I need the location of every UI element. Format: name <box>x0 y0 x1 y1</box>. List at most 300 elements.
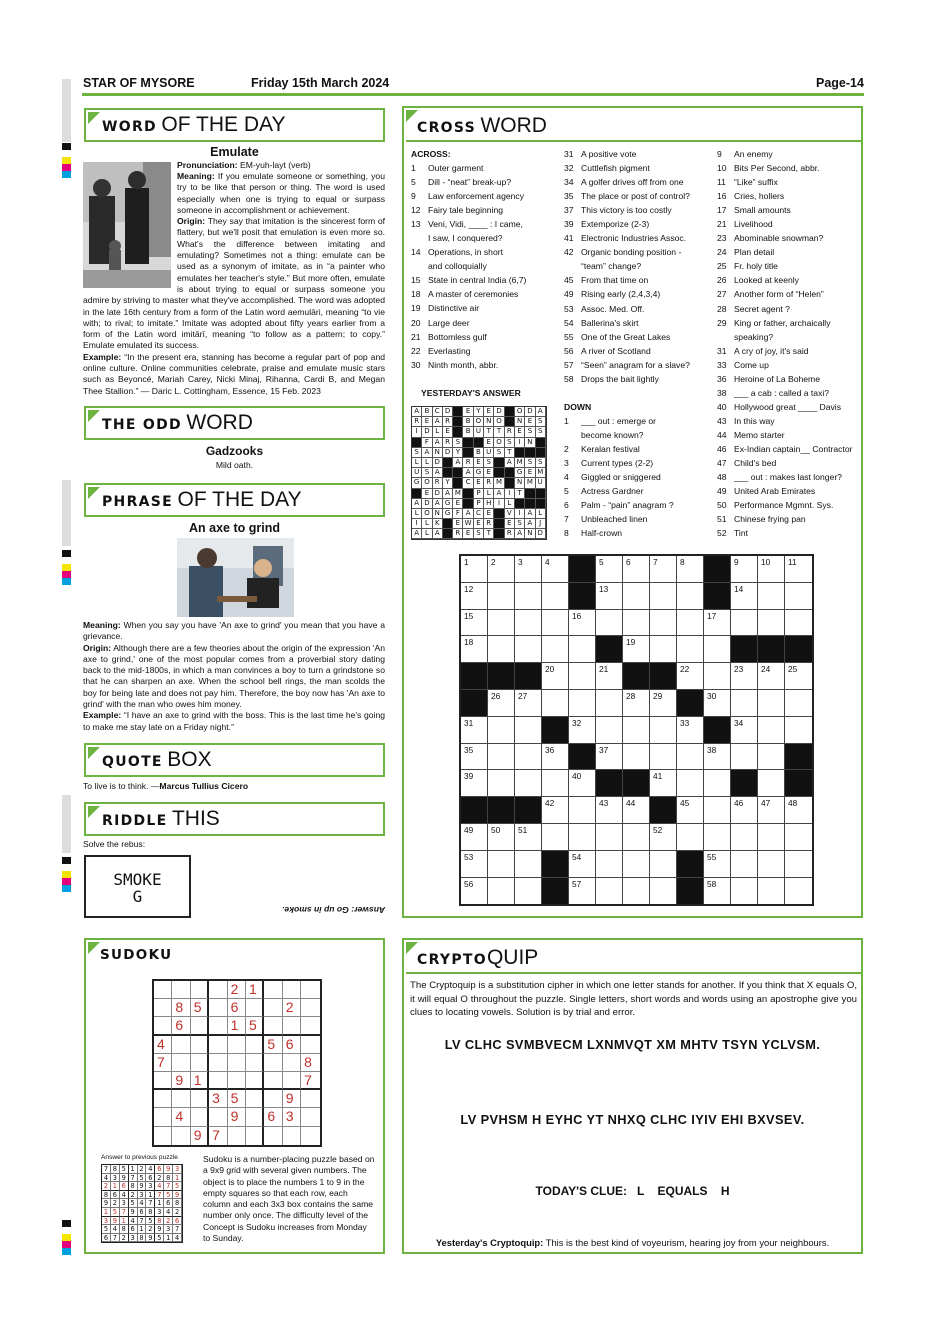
crossword-cell[interactable] <box>542 583 569 610</box>
crossword-cell[interactable] <box>758 824 785 851</box>
crossword-cell[interactable] <box>731 851 758 878</box>
sudoku-cell[interactable] <box>154 1127 172 1145</box>
section-title-big: QUIP <box>486 946 539 969</box>
section-title-small: WORD <box>102 119 157 135</box>
corner-triangle <box>88 112 100 124</box>
crossword-cell[interactable] <box>758 610 785 637</box>
crossword-cell[interactable] <box>596 583 623 610</box>
sudoku-cell[interactable] <box>246 1090 264 1108</box>
crossword-cell[interactable] <box>488 636 515 663</box>
crossword-cell[interactable] <box>542 797 569 824</box>
sudoku-cell[interactable] <box>172 1054 190 1072</box>
answer-cell: D <box>494 407 504 417</box>
example-label: Example: <box>83 710 122 721</box>
sudoku-cell[interactable] <box>246 999 264 1017</box>
crossword-cell[interactable] <box>650 824 677 851</box>
crossword-cell[interactable] <box>785 583 812 610</box>
answer-cell: O <box>494 417 504 427</box>
sudoku-cell[interactable] <box>301 1090 319 1108</box>
crossword-cell[interactable] <box>569 851 596 878</box>
crossword-cell[interactable] <box>731 717 758 744</box>
crossword-cell[interactable] <box>704 690 731 717</box>
crossword-cell[interactable] <box>569 663 596 690</box>
clue <box>411 231 526 245</box>
cell-number: 17 <box>707 610 717 621</box>
sudoku-cell[interactable] <box>154 1017 172 1035</box>
answer-cell: E <box>525 417 535 427</box>
sudoku-answer-cell: 7 <box>102 1165 111 1174</box>
crossword-cell[interactable] <box>704 770 731 797</box>
crossword-cell[interactable] <box>596 556 623 583</box>
yesterday-answer-label: YESTERDAY'S ANSWER <box>421 388 521 398</box>
sudoku-cell[interactable] <box>228 1127 246 1145</box>
crossword-cell[interactable] <box>785 690 812 717</box>
sudoku-cell[interactable] <box>228 1036 246 1054</box>
crossword-cell[interactable] <box>623 824 650 851</box>
crossword-cell[interactable] <box>704 878 731 905</box>
sudoku-cell[interactable] <box>301 999 319 1017</box>
sudoku-answer-cell: 1 <box>146 1191 155 1200</box>
cell-number: 26 <box>491 690 501 701</box>
answer-black-square <box>463 448 473 458</box>
crossword-cell[interactable] <box>650 556 677 583</box>
crossword-cell[interactable] <box>623 690 650 717</box>
crossword-cell[interactable] <box>785 824 812 851</box>
answer-cell: A <box>515 529 525 539</box>
clue-text: and colloquially <box>428 261 487 272</box>
crossword-cell[interactable] <box>677 556 704 583</box>
sudoku-cell[interactable]: 5 <box>246 1017 264 1035</box>
answer-cell: L <box>412 458 422 468</box>
sudoku-cell[interactable] <box>154 1072 172 1090</box>
clue-number: 24 <box>717 247 727 258</box>
sudoku-cell[interactable]: 5 <box>264 1036 282 1054</box>
sudoku-answer-cell: 3 <box>155 1208 164 1217</box>
crossword-cell[interactable] <box>785 878 812 905</box>
crossword-cell[interactable] <box>677 610 704 637</box>
answer-cell: M <box>453 489 463 499</box>
sudoku-cell[interactable] <box>172 1036 190 1054</box>
sudoku-cell[interactable] <box>283 981 301 999</box>
sudoku-cell[interactable]: 9 <box>283 1090 301 1108</box>
sudoku-cell[interactable] <box>191 981 209 999</box>
crossword-cell[interactable] <box>758 717 785 744</box>
sudoku-cell[interactable]: 7 <box>209 1127 227 1145</box>
crossword-cell[interactable] <box>515 636 542 663</box>
crossword-cell[interactable] <box>650 690 677 717</box>
crossword-cell[interactable] <box>569 717 596 744</box>
sudoku-cell[interactable] <box>191 1090 209 1108</box>
sudoku-answer-cell: 7 <box>111 1234 120 1243</box>
crossword-cell[interactable] <box>650 744 677 771</box>
clue-number: 56 <box>564 345 574 356</box>
crossword-cell[interactable] <box>731 610 758 637</box>
crossword-cell[interactable] <box>623 556 650 583</box>
crossword-grid[interactable] <box>459 554 814 906</box>
sudoku-cell[interactable] <box>154 1108 172 1126</box>
crossword-cell[interactable] <box>461 744 488 771</box>
sudoku-cell[interactable]: 8 <box>172 999 190 1017</box>
sudoku-answer-cell: 6 <box>173 1217 182 1226</box>
sudoku-cell[interactable] <box>264 1127 282 1145</box>
crossword-cell[interactable] <box>542 744 569 771</box>
clue-number: 35 <box>564 191 574 202</box>
crossword-cell[interactable] <box>650 717 677 744</box>
sudoku-cell[interactable] <box>264 1054 282 1072</box>
sudoku-cell[interactable] <box>172 981 190 999</box>
crossword-cell[interactable] <box>461 824 488 851</box>
clue-text: Cries, hollers <box>734 191 785 202</box>
clue-text: United Arab Emirates <box>734 486 816 497</box>
cell-number: 11 <box>788 557 797 567</box>
crossword-cell[interactable] <box>596 663 623 690</box>
sudoku-cell[interactable] <box>301 1036 319 1054</box>
sudoku-cell[interactable]: 9 <box>191 1127 209 1145</box>
crossword-cell[interactable] <box>515 744 542 771</box>
sudoku-cell[interactable] <box>264 1090 282 1108</box>
crossword-cell[interactable] <box>542 824 569 851</box>
sudoku-cell[interactable] <box>283 1127 301 1145</box>
crossword-cell[interactable] <box>650 636 677 663</box>
crossword-cell[interactable] <box>731 744 758 771</box>
sudoku-cell[interactable]: 1 <box>246 981 264 999</box>
crossword-cell[interactable] <box>731 824 758 851</box>
answer-cell: S <box>525 427 535 437</box>
crossword-cell[interactable] <box>758 663 785 690</box>
answer-cell: A <box>433 438 443 448</box>
crossword-black-square <box>596 770 623 797</box>
sudoku-cell[interactable] <box>246 1036 264 1054</box>
sudoku-cell[interactable] <box>172 1090 190 1108</box>
crossword-cell[interactable] <box>623 583 650 610</box>
cell-number: 47 <box>761 798 771 809</box>
sudoku-cell[interactable]: 2 <box>283 999 301 1017</box>
crossword-cell[interactable] <box>677 824 704 851</box>
crossword-cell[interactable] <box>785 610 812 637</box>
sudoku-cell[interactable]: 4 <box>154 1036 172 1054</box>
crossword-cell[interactable] <box>461 583 488 610</box>
sudoku-cell[interactable] <box>191 1054 209 1072</box>
sudoku-cell[interactable]: 2 <box>228 981 246 999</box>
crossword-cell[interactable] <box>569 797 596 824</box>
crossword-cell[interactable] <box>623 610 650 637</box>
crossword-cell[interactable] <box>542 663 569 690</box>
clue-text: Operations, in short <box>428 247 503 258</box>
sudoku-cell[interactable] <box>246 1127 264 1145</box>
crossword-cell[interactable] <box>596 824 623 851</box>
crossword-cell[interactable] <box>758 797 785 824</box>
crossword-cell[interactable] <box>515 610 542 637</box>
crossword-cell[interactable] <box>731 690 758 717</box>
crossword-cell[interactable] <box>596 851 623 878</box>
across-clues-col1 <box>411 161 526 372</box>
sudoku-cell[interactable] <box>209 1108 227 1126</box>
crossword-cell[interactable] <box>488 770 515 797</box>
crossword-cell[interactable] <box>488 744 515 771</box>
crossword-black-square <box>623 663 650 690</box>
answer-black-square <box>443 458 453 468</box>
crossword-cell[interactable] <box>731 797 758 824</box>
clue <box>411 273 526 287</box>
crossword-cell[interactable] <box>569 824 596 851</box>
clue-number: 29 <box>717 317 727 328</box>
crossword-cell[interactable] <box>515 583 542 610</box>
crossword-cell[interactable] <box>704 824 731 851</box>
crossword-cell[interactable] <box>785 797 812 824</box>
sudoku-cell[interactable] <box>172 1127 190 1145</box>
crossword-cell[interactable] <box>758 583 785 610</box>
clue <box>411 245 526 259</box>
sudoku-cell[interactable] <box>301 1017 319 1035</box>
sudoku-cell[interactable]: 6 <box>172 1017 190 1035</box>
crossword-cell[interactable] <box>623 797 650 824</box>
crossword-cell[interactable] <box>758 690 785 717</box>
answer-black-square <box>536 489 546 499</box>
crossword-cell[interactable] <box>758 556 785 583</box>
crossword-cell[interactable] <box>488 556 515 583</box>
crossword-cell[interactable] <box>461 878 488 905</box>
crossword-cell[interactable] <box>731 878 758 905</box>
crossword-cell[interactable] <box>623 744 650 771</box>
crossword-cell[interactable] <box>785 556 812 583</box>
sudoku-cell[interactable] <box>209 1072 227 1090</box>
word-of-day-header <box>84 108 385 142</box>
crossword-cell[interactable] <box>569 878 596 905</box>
yesterday-cryptoquip <box>402 1237 863 1248</box>
cell-number: 3 <box>518 557 523 567</box>
crossword-cell[interactable] <box>488 717 515 744</box>
sudoku-cell[interactable]: 8 <box>301 1054 319 1072</box>
sudoku-answer-cell: 7 <box>146 1199 155 1208</box>
crossword-cell[interactable] <box>461 556 488 583</box>
crossword-cell[interactable] <box>650 770 677 797</box>
answer-cell: N <box>515 478 525 488</box>
sudoku-cell[interactable] <box>264 1017 282 1035</box>
crossword-cell[interactable] <box>461 770 488 797</box>
crossword-cell[interactable] <box>704 610 731 637</box>
crossword-cell[interactable] <box>542 770 569 797</box>
clue <box>411 316 526 330</box>
cell-number: 6 <box>626 557 631 567</box>
crossword-cell[interactable] <box>677 797 704 824</box>
sudoku-cell[interactable] <box>228 1054 246 1072</box>
sudoku-cell[interactable] <box>209 999 227 1017</box>
cell-number: 7 <box>653 557 658 567</box>
crossword-cell[interactable] <box>461 636 488 663</box>
sudoku-cell[interactable] <box>301 1108 319 1126</box>
crossword-cell[interactable] <box>515 878 542 905</box>
crossword-cell[interactable] <box>704 636 731 663</box>
sudoku-cell[interactable] <box>209 981 227 999</box>
sudoku-answer-cell: 2 <box>102 1182 111 1191</box>
crossword-cell[interactable] <box>731 556 758 583</box>
answer-cell: A <box>433 499 443 509</box>
clue <box>564 161 690 175</box>
clue-text: Small amounts <box>734 205 791 216</box>
crossword-cell[interactable] <box>677 636 704 663</box>
crossword-cell[interactable] <box>542 610 569 637</box>
crossword-cell[interactable] <box>785 663 812 690</box>
sudoku-cell[interactable] <box>283 1054 301 1072</box>
cell-number: 14 <box>734 583 744 594</box>
section-title-big: OF THE DAY <box>177 488 302 511</box>
sudoku-cell[interactable]: 7 <box>154 1054 172 1072</box>
crossword-cell[interactable] <box>569 610 596 637</box>
sudoku-cell[interactable]: 3 <box>209 1090 227 1108</box>
sudoku-cell[interactable]: 3 <box>283 1108 301 1126</box>
crossword-cell[interactable] <box>596 878 623 905</box>
crossword-cell[interactable] <box>488 824 515 851</box>
crossword-cell[interactable] <box>623 851 650 878</box>
clue-text: Fairy tale beginning <box>428 205 504 216</box>
crossword-cell[interactable] <box>596 797 623 824</box>
crossword-cell[interactable] <box>758 851 785 878</box>
sudoku-cell[interactable]: 5 <box>228 1090 246 1108</box>
sudoku-cell[interactable] <box>209 1036 227 1054</box>
crossword-cell[interactable] <box>677 744 704 771</box>
crossword-cell[interactable] <box>758 878 785 905</box>
sudoku-cell[interactable]: 1 <box>228 1017 246 1035</box>
crossword-cell[interactable] <box>623 878 650 905</box>
sudoku-cell[interactable] <box>301 1127 319 1145</box>
crossword-cell[interactable] <box>785 717 812 744</box>
sudoku-answer-cell: 9 <box>138 1182 147 1191</box>
sudoku-cell[interactable] <box>246 1108 264 1126</box>
sudoku-cell[interactable] <box>191 1036 209 1054</box>
crossword-cell[interactable] <box>623 636 650 663</box>
crossword-cell[interactable] <box>461 851 488 878</box>
answer-cell: J <box>536 519 546 529</box>
crossword-cell[interactable] <box>596 610 623 637</box>
crossword-cell[interactable] <box>758 744 785 771</box>
cell-number: 50 <box>491 824 501 835</box>
crossword-cell[interactable] <box>596 717 623 744</box>
sudoku-cell[interactable]: 4 <box>172 1108 190 1126</box>
sudoku-cell[interactable]: 6 <box>283 1036 301 1054</box>
sudoku-cell[interactable]: 1 <box>191 1072 209 1090</box>
crossword-black-square <box>650 797 677 824</box>
crossword-cell[interactable] <box>542 636 569 663</box>
sudoku-cell[interactable] <box>154 981 172 999</box>
crossword-cell[interactable] <box>488 878 515 905</box>
crossword-cell[interactable] <box>650 610 677 637</box>
sudoku-cell[interactable] <box>154 999 172 1017</box>
sudoku-cell[interactable] <box>301 981 319 999</box>
sudoku-cell[interactable]: 6 <box>264 1108 282 1126</box>
crossword-cell[interactable] <box>731 583 758 610</box>
crossword-cell[interactable] <box>758 770 785 797</box>
crossword-cell[interactable] <box>515 556 542 583</box>
sudoku-answer-cell: 3 <box>146 1182 155 1191</box>
crossword-cell[interactable] <box>488 583 515 610</box>
sudoku-cell[interactable] <box>209 1054 227 1072</box>
crossword-cell[interactable] <box>461 717 488 744</box>
crossword-cell[interactable] <box>515 690 542 717</box>
crossword-cell[interactable] <box>569 636 596 663</box>
sudoku-cell[interactable] <box>264 1072 282 1090</box>
crossword-cell[interactable] <box>515 851 542 878</box>
sudoku-cell[interactable] <box>283 1017 301 1035</box>
crossword-cell[interactable] <box>785 851 812 878</box>
answer-cell: E <box>474 478 484 488</box>
crossword-cell[interactable] <box>677 663 704 690</box>
crossword-cell[interactable] <box>704 744 731 771</box>
crossword-cell[interactable] <box>596 744 623 771</box>
sudoku-cell[interactable]: 9 <box>172 1072 190 1090</box>
answer-cell: G <box>443 509 453 519</box>
sudoku-cell[interactable]: 9 <box>228 1108 246 1126</box>
clue-number: 22 <box>411 345 421 356</box>
sudoku-cell[interactable] <box>209 1017 227 1035</box>
answer-black-square <box>463 438 473 448</box>
sudoku-cell[interactable] <box>154 1090 172 1108</box>
crossword-black-square <box>650 663 677 690</box>
clue-number: 46 <box>717 443 727 454</box>
crossword-cell[interactable] <box>515 717 542 744</box>
clue-number: 15 <box>411 275 421 286</box>
crossword-cell[interactable] <box>515 824 542 851</box>
crossword-cell[interactable] <box>569 770 596 797</box>
crossword-cell[interactable] <box>731 663 758 690</box>
crossword-cell[interactable] <box>704 797 731 824</box>
clue-text: Actress Gardner <box>581 486 644 497</box>
crossword-cell[interactable] <box>623 717 650 744</box>
sudoku-cell[interactable] <box>283 1072 301 1090</box>
answer-cell: A <box>536 407 546 417</box>
answer-cell: M <box>494 478 504 488</box>
sudoku-cell[interactable] <box>264 981 282 999</box>
crossword-cell[interactable] <box>650 851 677 878</box>
sudoku-cell[interactable]: 6 <box>228 999 246 1017</box>
clue-number: 20 <box>411 317 421 328</box>
clue <box>717 526 852 540</box>
sudoku-cell[interactable]: 7 <box>301 1072 319 1090</box>
sudoku-cell[interactable] <box>264 999 282 1017</box>
sudoku-cell[interactable] <box>191 1017 209 1035</box>
sudoku-answer-cell: 2 <box>111 1199 120 1208</box>
sudoku-cell[interactable] <box>228 1072 246 1090</box>
down-clues <box>564 414 674 540</box>
crossword-cell[interactable] <box>677 717 704 744</box>
sudoku-cell[interactable]: 5 <box>191 999 209 1017</box>
crossword-cell[interactable] <box>488 690 515 717</box>
crossword-cell[interactable] <box>542 690 569 717</box>
crossword-cell[interactable] <box>677 770 704 797</box>
clue <box>564 175 690 189</box>
crossword-cell[interactable] <box>596 690 623 717</box>
crossword-cell[interactable] <box>650 878 677 905</box>
crossword-cell[interactable] <box>515 770 542 797</box>
answer-cell: E <box>474 519 484 529</box>
odd-word-header <box>84 406 385 440</box>
sudoku-cell[interactable] <box>246 1072 264 1090</box>
crossword-cell[interactable] <box>677 583 704 610</box>
cell-number: 41 <box>653 771 663 782</box>
word-of-day-body-top <box>177 160 385 171</box>
corner-triangle <box>88 942 100 954</box>
crossword-cell[interactable] <box>542 556 569 583</box>
crossword-cell[interactable] <box>569 690 596 717</box>
crossword-cell[interactable] <box>650 583 677 610</box>
section-title-big: OF THE DAY <box>161 113 286 136</box>
crossword-cell[interactable] <box>461 610 488 637</box>
sudoku-cell[interactable] <box>191 1108 209 1126</box>
crossword-cell[interactable] <box>704 851 731 878</box>
sudoku-cell[interactable] <box>246 1054 264 1072</box>
crossword-cell[interactable] <box>704 663 731 690</box>
crossword-cell[interactable] <box>488 610 515 637</box>
crossword-cell[interactable] <box>488 851 515 878</box>
